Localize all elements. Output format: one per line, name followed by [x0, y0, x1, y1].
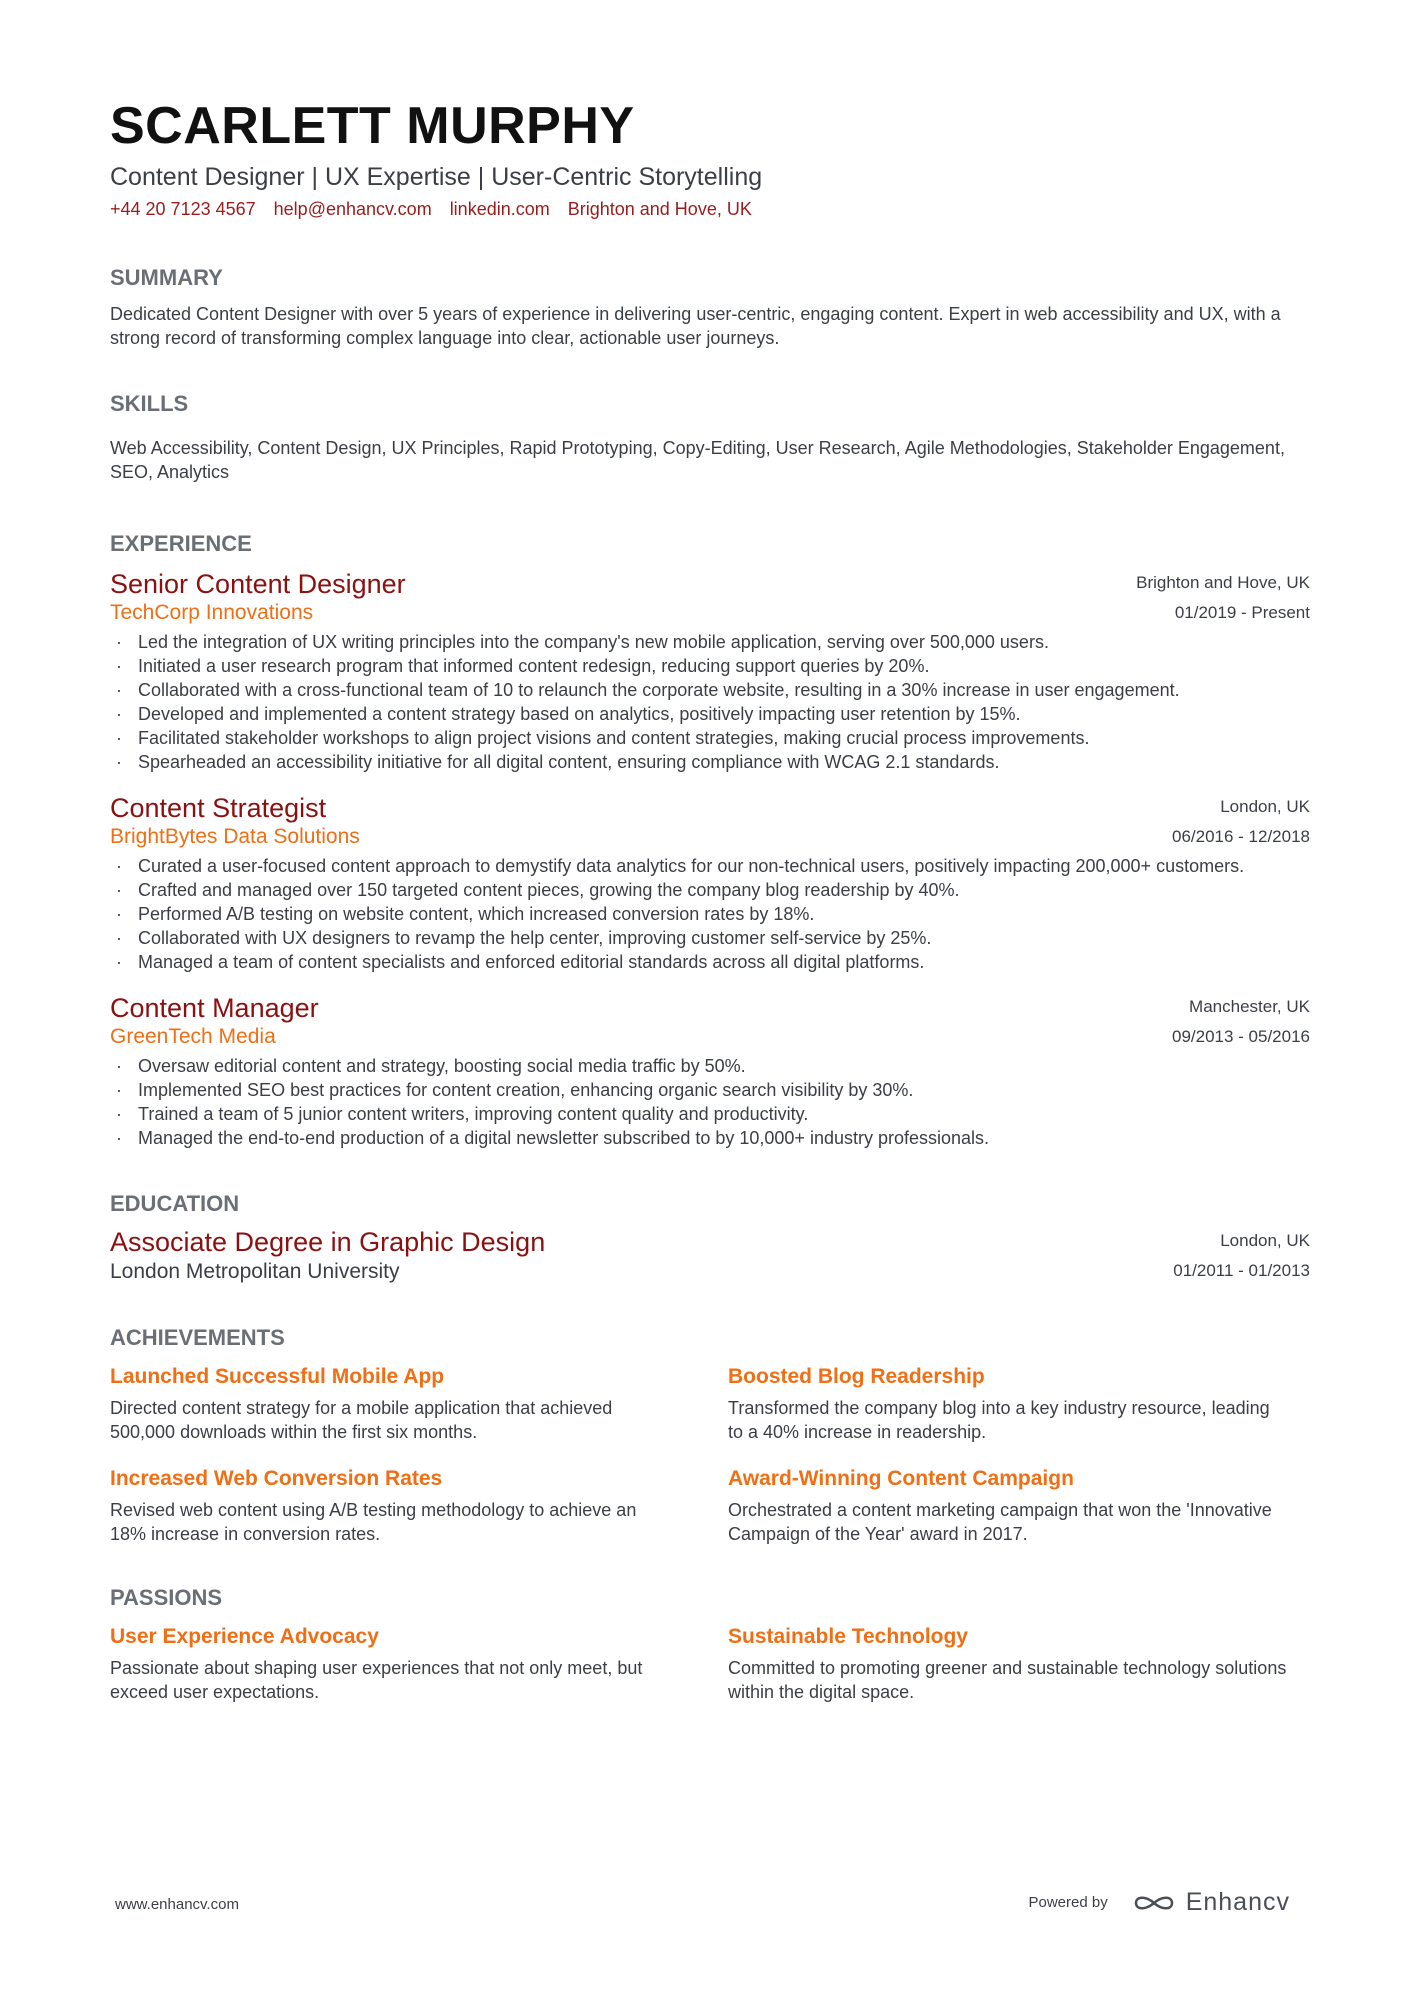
email-link[interactable]: help@enhancv.com: [273, 199, 432, 219]
job-bullets: [110, 1054, 1310, 1150]
job-dates: 06/2016 - 12/2018: [1171, 827, 1310, 846]
job-bullets: [110, 630, 1310, 774]
summary-heading: SUMMARY: [110, 265, 223, 290]
page-footer: [115, 1888, 1290, 1928]
job-meta: [1172, 992, 1310, 1052]
job-company: GreenTech Media: [110, 1025, 276, 1048]
enhancv-logo-icon: [1132, 1891, 1176, 1915]
job-location: Brighton and Hove, UK: [1136, 573, 1310, 592]
education-meta: [1173, 1226, 1310, 1286]
achievement-item: [110, 1362, 728, 1444]
job-entry: [110, 992, 1310, 1150]
passion-desc: Passionate about shaping user experiences that not only meet, but exceed user expectations.: [110, 1658, 643, 1702]
degree-title: Associate Degree in Graphic Design: [110, 1227, 546, 1257]
job-company: TechCorp Innovations: [110, 601, 314, 624]
education-location: London, UK: [1220, 1231, 1310, 1250]
achievement-item: [110, 1464, 728, 1546]
contact-row: [110, 196, 1310, 222]
passion-item: [728, 1622, 1310, 1704]
bullet-item: · Implemented SEO best practices for content creation, enhancing organic search visibility by 30%.: [110, 1078, 1310, 1102]
bullet-item: · Collaborated with UX designers to revamp the help center, improving customer self-service by 25%.: [110, 926, 1310, 950]
education-section: [110, 1190, 1310, 1286]
brand-logo[interactable]: [1132, 1888, 1290, 1917]
achievement-item: [728, 1464, 1310, 1546]
passions-heading: PASSIONS: [110, 1585, 223, 1610]
job-entry: [110, 568, 1310, 774]
passions-section: [110, 1584, 1310, 1704]
achievement-item: [728, 1362, 1310, 1444]
education-entry: [110, 1226, 1310, 1286]
job-location: London, UK: [1220, 797, 1310, 816]
location-text: Brighton and Hove, UK: [567, 199, 752, 219]
bullet-item: · Developed and implemented a content strategy based on analytics, positively impacting user retention by 15%.: [110, 702, 1310, 726]
passion-title: Sustainable Technology: [728, 1625, 968, 1648]
phone-link[interactable]: +44 20 7123 4567: [110, 199, 256, 219]
job-dates: 09/2013 - 05/2016: [1171, 1027, 1310, 1046]
job-title: Content Strategist: [110, 793, 327, 823]
job-location: Manchester, UK: [1189, 997, 1310, 1016]
achievement-desc: Transformed the company blog into a key industry resource, leading to a 40% increase in readership.: [728, 1398, 1270, 1442]
job-dates: 01/2019 - Present: [1174, 603, 1310, 622]
achievement-desc: Revised web content using A/B testing methodology to achieve an 18% increase in conversion rates.: [110, 1500, 637, 1544]
achievement-title: Launched Successful Mobile App: [110, 1365, 445, 1388]
passion-title: User Experience Advocacy: [110, 1625, 379, 1648]
powered-by: [1028, 1888, 1290, 1917]
bullet-item: · Managed the end-to-end production of a digital newsletter subscribed to by 10,000+ industry professionals.: [110, 1126, 1310, 1150]
job-meta: [1136, 568, 1310, 628]
passion-item: [110, 1622, 728, 1704]
headline: Content Designer | UX Expertise | User-Centric Storytelling: [110, 163, 763, 191]
bullet-item: · Collaborated with a cross-functional team of 10 to relaunch the corporate website, resulting in a 30% increase in user engagement.: [110, 678, 1310, 702]
job-meta: [1172, 792, 1310, 852]
experience-section: [110, 530, 1310, 1150]
achievement-title: Award-Winning Content Campaign: [728, 1467, 1074, 1490]
job-title: Senior Content Designer: [110, 569, 406, 599]
achievements-section: [110, 1324, 1310, 1546]
achievements-grid: [110, 1352, 1310, 1546]
summary-text: Dedicated Content Designer with over 5 years of experience in delivering user-centric, engaging content. Expert in web accessibility and UX, with a strong record of transforming complex language into clear, actionable user journeys.: [110, 304, 1281, 348]
resume-page: [110, 96, 1310, 1704]
education-heading: EDUCATION: [110, 1191, 240, 1216]
powered-by-label: Powered by: [1028, 1894, 1108, 1911]
candidate-name: SCARLETT MURPHY: [110, 97, 635, 155]
job-company: BrightBytes Data Solutions: [110, 825, 360, 848]
brand-name: Enhancv: [1185, 1888, 1290, 1916]
skills-heading: SKILLS: [110, 391, 189, 416]
school-name: London Metropolitan University: [110, 1260, 400, 1283]
achievement-title: Boosted Blog Readership: [728, 1365, 985, 1388]
job-bullets: [110, 854, 1310, 974]
job-title: Content Manager: [110, 993, 319, 1023]
skills-section: [110, 390, 1310, 484]
website-link[interactable]: www.enhancv.com: [115, 1896, 239, 1913]
bullet-item: · Trained a team of 5 junior content writers, improving content quality and productivity.: [110, 1102, 1310, 1126]
skills-text: Web Accessibility, Content Design, UX Principles, Rapid Prototyping, Copy-Editing, User Research, Agile Methodologies, Stakeholder Engagement, SEO, Analytics: [110, 438, 1285, 482]
job-entry: [110, 792, 1310, 974]
summary-section: [110, 264, 1310, 350]
experience-heading: EXPERIENCE: [110, 531, 252, 556]
bullet-item: · Facilitated stakeholder workshops to align project visions and content strategies, making crucial process improvements.: [110, 726, 1310, 750]
bullet-item: · Curated a user-focused content approach to demystify data analytics for our non-technical users, positively impacting 200,000+ customers.: [110, 854, 1310, 878]
bullet-item: · Spearheaded an accessibility initiative for all digital content, ensuring compliance with WCAG 2.1 standards.: [110, 750, 1310, 774]
bullet-item: · Oversaw editorial content and strategy, boosting social media traffic by 50%.: [110, 1054, 1310, 1078]
bullet-item: · Managed a team of content specialists and enforced editorial standards across all digital platforms.: [110, 950, 1310, 974]
achievement-title: Increased Web Conversion Rates: [110, 1467, 443, 1490]
linkedin-link[interactable]: linkedin.com: [449, 199, 550, 219]
bullet-item: · Led the integration of UX writing principles into the company's new mobile application, serving over 500,000 users.: [110, 630, 1310, 654]
passions-grid: [110, 1612, 1310, 1704]
bullet-item: · Crafted and managed over 150 targeted content pieces, growing the company blog readership by 40%.: [110, 878, 1310, 902]
bullet-item: · Performed A/B testing on website content, which increased conversion rates by 18%.: [110, 902, 1310, 926]
achievements-heading: ACHIEVEMENTS: [110, 1325, 285, 1350]
achievement-desc: Orchestrated a content marketing campaign that won the 'Innovative Campaign of the Year' award in 2017.: [728, 1500, 1272, 1544]
bullet-item: · Initiated a user research program that informed content redesign, reducing support queries by 20%.: [110, 654, 1310, 678]
passion-desc: Committed to promoting greener and sustainable technology solutions within the digital space.: [728, 1658, 1287, 1702]
achievement-desc: Directed content strategy for a mobile application that achieved 500,000 downloads within the first six months.: [110, 1398, 613, 1442]
education-dates: 01/2011 - 01/2013: [1173, 1261, 1310, 1280]
